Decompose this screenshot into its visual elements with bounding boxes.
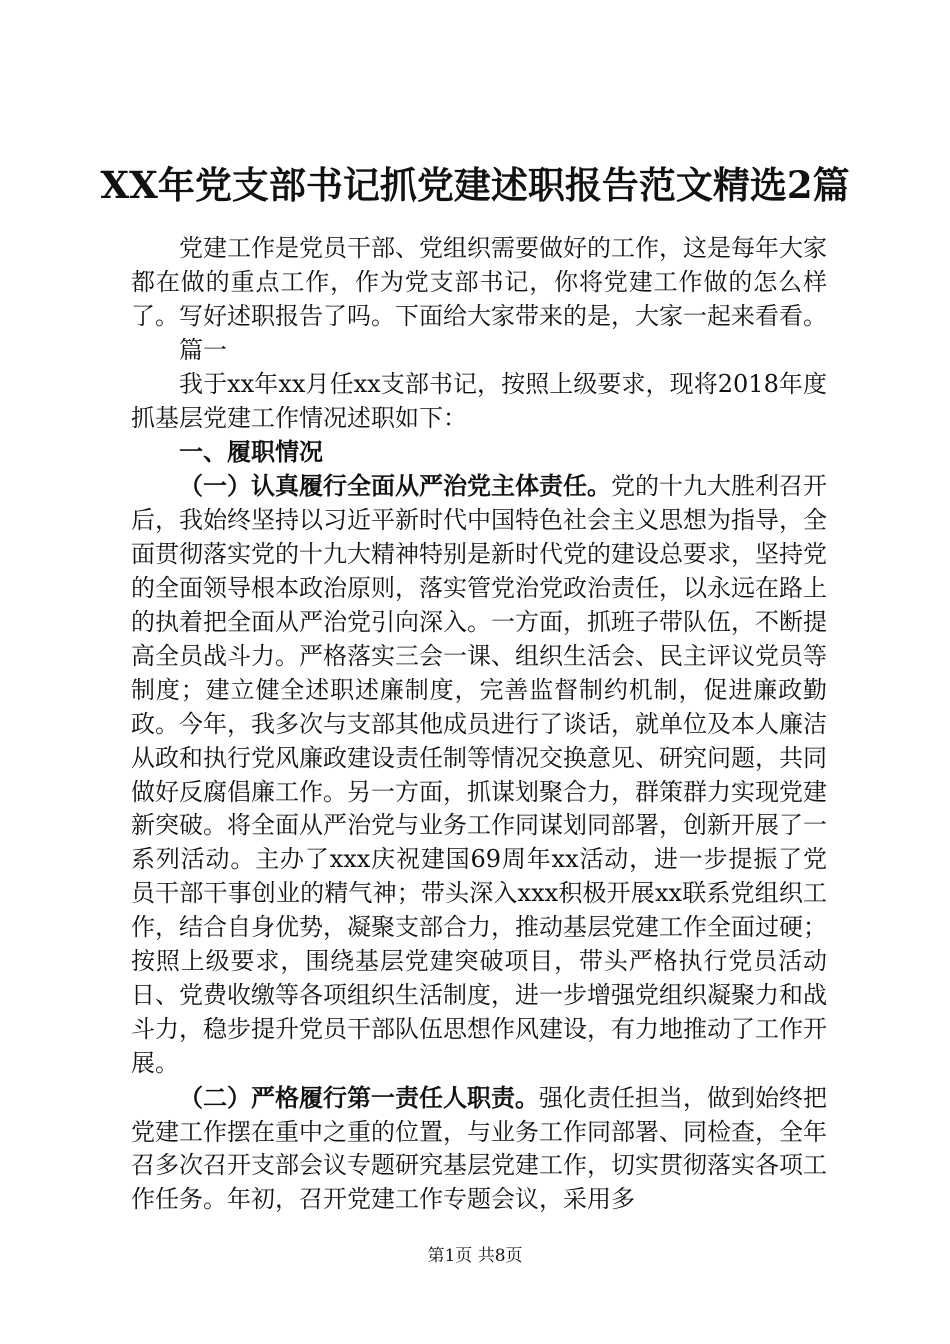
item-2-text: 强化责任担当，做到始终把党建工作摆在重中之重的位置，与业务工作同部署、同检查，全年召多次召开支部会议专题研究基层党建工作，切实贯彻落实各项工作任务。年初，召开党建工作专题会议，采用多: [131, 1083, 827, 1214]
document-body: [131, 232, 827, 1217]
item-2-paragraph: [131, 1081, 827, 1218]
part-label: 篇一: [179, 335, 227, 364]
item-1-paragraph: [131, 469, 827, 1080]
opening-paragraph: 我于xx年xx月任xx支部书记，按照上级要求，现将2018年度抓基层党建工作情况述职如下：: [131, 369, 827, 432]
item-2-lead: （二）严格履行第一责任人职责。: [179, 1082, 539, 1112]
item-1-text: 党的十九大胜利召开后，我始终坚持以习近平新时代中国特色社会主义思想为指导，全面贯彻落实党的十九大精神特别是新时代党的建设总要求，坚持党的全面领导根本政治原则，落实管党治党政治责任，以永远在路上的执着把全面从严治党引向深入。一方面，抓班子带队伍，不断提高全员战斗力。严格落实三会一课、组织生活会、民主评议党员等制度；建立健全述职述廉制度，完善监督制约机制，促进廉政勤政。今年，我多次与支部其他成员进行了谈话，就单位及本人廉洁从政和执行党风廉政建设责任制等情况交换意见、研究问题，共同做好反腐倡廉工作。另一方面，抓谋划聚合力，群策群力实现党建新突破。将全面从严治党与业务工作同谋划同部署，创新开展了一系列活动。主办了xxx庆祝建国69周年xx活动，进一步提振了党员干部干事创业的精气神；带头深入xxx积极开展xx联系党组织工作，结合自身优势，凝聚支部合力，推动基层党建工作全面过硬；按照上级要求，围绕基层党建突破项目，带头严格执行党员活动日、党费收缴等各项组织生活制度，进一步增强党组织凝聚力和战斗力，稳步提升党员干部队伍思想作风建设，有力地推动了工作开展。: [131, 472, 827, 1077]
intro-paragraph: 党建工作是党员干部、党组织需要做好的工作，这是每年大家都在做的重点工作，作为党支部书记，你将党建工作做的怎么样了。写好述职报告了吗。下面给大家带来的是，大家一起来看看。: [131, 234, 827, 330]
section-heading: 一、履职情况: [179, 437, 323, 467]
document-title: XX年党支部书记抓党建述职报告范文精选2篇: [100, 163, 850, 207]
item-1-lead: （一）认真履行全面从严治党主体责任。: [179, 471, 611, 501]
page-footer: 第1页 共8页: [427, 1246, 523, 1266]
